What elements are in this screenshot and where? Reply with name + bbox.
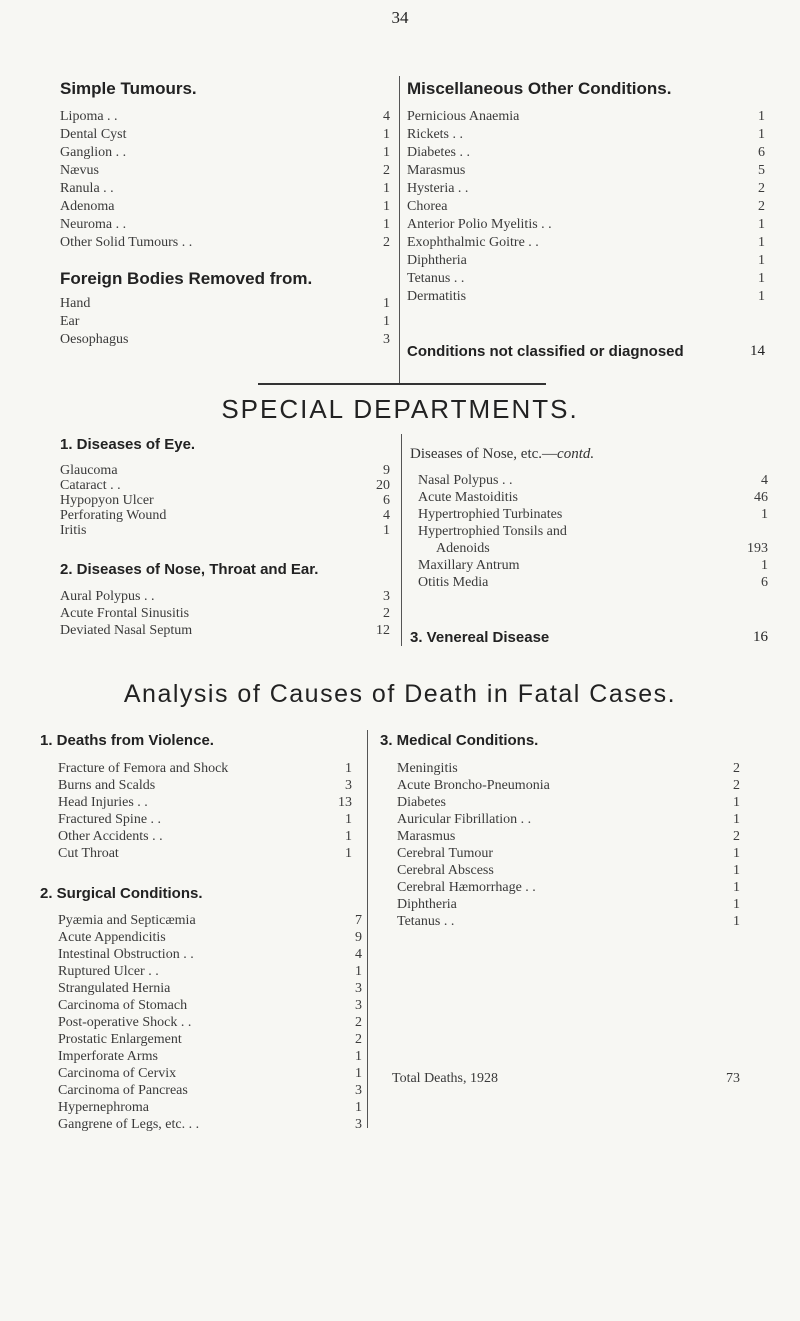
row-label: Intestinal Obstruction . . (58, 947, 194, 962)
row-value: 7 (355, 913, 362, 928)
row-label: Adenoma (60, 199, 115, 214)
list-item (60, 622, 390, 639)
venereal-row (410, 629, 768, 646)
list-item (60, 478, 390, 493)
list-item (418, 506, 768, 523)
row-label: Acute Mastoiditis (418, 490, 518, 505)
column-divider (401, 434, 402, 646)
row-label: Pyæmia and Septicæmia (58, 913, 196, 928)
list-item (407, 216, 765, 234)
row-label: Acute Appendicitis (58, 930, 166, 945)
list-item (58, 777, 352, 794)
list-item (60, 588, 390, 605)
row-value: 1 (758, 235, 765, 250)
row-label: Marasmus (397, 829, 456, 844)
column-divider (399, 76, 400, 384)
row-value: 4 (383, 508, 390, 523)
unclassified-value: 14 (750, 343, 765, 359)
row-label: Adenoids (436, 541, 490, 556)
list-item (397, 794, 740, 811)
row-label: Dental Cyst (60, 127, 127, 142)
list-item (418, 574, 768, 591)
list-item (418, 489, 768, 506)
row-value: 1 (758, 271, 765, 286)
medical-heading: 3. Medical Conditions. (380, 732, 539, 749)
row-value: 1 (355, 1066, 362, 1081)
row-label: Carcinoma of Stomach (58, 998, 188, 1013)
row-label: Diphtheria (397, 897, 457, 912)
row-label: Maxillary Antrum (418, 558, 520, 573)
row-value: 1 (733, 863, 740, 878)
misc-conditions-list (407, 108, 765, 306)
page-number: 34 (391, 8, 409, 27)
list-item (397, 913, 740, 930)
row-value: 1 (733, 812, 740, 827)
list-item (407, 108, 765, 126)
column-divider (367, 730, 368, 1128)
row-label: Head Injuries . . (58, 795, 148, 810)
row-label: Otitis Media (418, 575, 489, 590)
row-value: 1 (758, 127, 765, 142)
row-value: 46 (754, 490, 768, 505)
misc-conditions-heading: Miscellaneous Other Conditions. (407, 79, 672, 98)
row-value: 1 (758, 253, 765, 268)
row-value: 2 (383, 606, 390, 621)
row-label: Hypernephroma (58, 1100, 149, 1115)
row-label: Exophthalmic Goitre . . (407, 235, 539, 250)
list-item (60, 605, 390, 622)
row-value: 6 (761, 575, 768, 590)
list-item (60, 331, 390, 349)
row-label: Iritis (60, 523, 87, 538)
list-item (60, 108, 390, 126)
row-value: 1 (355, 1100, 362, 1115)
row-label: Acute Frontal Sinusitis (60, 606, 190, 621)
list-item (407, 198, 765, 216)
list-item (397, 879, 740, 896)
row-label: Nasal Polypus . . (418, 473, 513, 488)
row-label: Cataract . . (60, 478, 121, 493)
row-label: Neuroma . . (60, 217, 127, 232)
row-label: Fracture of Femora and Shock (58, 761, 229, 776)
row-label: Ganglion . . (60, 145, 127, 160)
row-label: Imperforate Arms (58, 1049, 158, 1064)
row-label: Carcinoma of Cervix (58, 1066, 177, 1081)
unclassified-row (407, 343, 765, 360)
list-item (60, 313, 390, 331)
list-item (60, 126, 390, 144)
row-value: 1 (383, 217, 390, 232)
list-item (60, 144, 390, 162)
eye-diseases-list (60, 463, 390, 538)
row-value: 1 (355, 964, 362, 979)
row-value: 1 (345, 829, 352, 844)
list-item (58, 929, 362, 946)
row-value: 2 (733, 778, 740, 793)
list-item (397, 828, 740, 845)
row-value: 3 (355, 1117, 362, 1132)
row-value: 1 (733, 846, 740, 861)
row-label: Prostatic Enlargement (58, 1032, 182, 1047)
list-item (58, 912, 362, 929)
list-item (58, 1014, 362, 1031)
section-rule (258, 383, 546, 385)
row-value: 3 (383, 332, 390, 347)
list-item (397, 760, 740, 777)
list-item (60, 523, 390, 538)
row-label: Meningitis (397, 761, 458, 776)
row-label: Post-operative Shock . . (58, 1015, 192, 1030)
row-label: Gangrene of Legs, etc. . . (58, 1117, 200, 1132)
row-label: Aural Polypus . . (60, 589, 155, 604)
row-value: 2 (758, 199, 765, 214)
row-label: Diabetes . . (407, 145, 470, 160)
row-value: 4 (355, 947, 362, 962)
list-item (58, 1082, 362, 1099)
list-item (407, 144, 765, 162)
list-item (397, 845, 740, 862)
row-value: 13 (338, 795, 352, 810)
venereal-value: 16 (753, 629, 768, 645)
row-label: Cut Throat (58, 846, 119, 861)
row-value: 3 (355, 1083, 362, 1098)
row-value: 9 (355, 930, 362, 945)
row-value: 2 (733, 829, 740, 844)
list-item (418, 540, 768, 557)
nose-contd-suffix: contd. (557, 446, 595, 462)
row-value: 1 (383, 145, 390, 160)
row-label: Pernicious Anaemia (407, 109, 520, 124)
list-item (418, 523, 768, 540)
list-item (397, 777, 740, 794)
list-item (407, 162, 765, 180)
list-item (60, 198, 390, 216)
row-label: Lipoma . . (60, 109, 118, 124)
row-value: 4 (761, 473, 768, 488)
medical-list (397, 760, 740, 930)
row-value: 1 (383, 181, 390, 196)
death-analysis-title: Analysis of Causes of Death in Fatal Cases. (123, 680, 677, 708)
list-item (58, 760, 352, 777)
unclassified-label: Conditions not classified or diagnosed (407, 343, 684, 360)
total-deaths-row (392, 1070, 740, 1088)
row-value: 1 (345, 761, 352, 776)
row-label: Dermatitis (407, 289, 467, 304)
list-item (58, 1099, 362, 1116)
row-label: Cerebral Tumour (397, 846, 494, 861)
row-label: Glaucoma (60, 463, 118, 478)
list-item (58, 1116, 362, 1133)
row-label: Ranula . . (60, 181, 114, 196)
list-item (58, 1031, 362, 1048)
row-label: Hypertrophied Turbinates (418, 507, 563, 522)
row-value: 1 (761, 507, 768, 522)
row-value: 1 (383, 523, 390, 538)
foreign-bodies-list (60, 295, 390, 349)
row-label: Auricular Fibrillation . . (397, 812, 532, 827)
row-value: 3 (345, 778, 352, 793)
list-item (392, 1070, 740, 1088)
list-item (58, 963, 362, 980)
row-label: Burns and Scalds (58, 778, 156, 793)
row-value: 1 (733, 914, 740, 929)
eye-diseases-heading: 1. Diseases of Eye. (60, 436, 196, 453)
row-label: Tetanus . . (407, 271, 465, 286)
list-item (407, 234, 765, 252)
venereal-label: 3. Venereal Disease (410, 629, 550, 646)
list-item (60, 493, 390, 508)
row-label: Hypertrophied Tonsils and (418, 524, 567, 539)
list-item (60, 508, 390, 523)
row-label: Acute Broncho-Pneumonia (397, 778, 550, 793)
list-item (58, 980, 362, 997)
row-value: 1 (733, 795, 740, 810)
total-deaths-value: 73 (726, 1071, 740, 1086)
nose-contd-heading-text: Diseases of Nose, etc.— (410, 446, 558, 462)
row-label: Anterior Polio Myelitis . . (407, 217, 552, 232)
nose-contd-list (418, 472, 768, 591)
row-label: Deviated Nasal Septum (60, 623, 193, 638)
simple-tumours-list (60, 108, 390, 252)
list-item (58, 1065, 362, 1082)
list-item (60, 463, 390, 478)
special-departments-title: SPECIAL DEPARTMENTS. (221, 394, 579, 424)
row-value: 2 (733, 761, 740, 776)
row-value: 2 (383, 235, 390, 250)
row-label: Hysteria . . (407, 181, 469, 196)
row-label: Oesophagus (60, 332, 129, 347)
row-label: Diabetes (397, 795, 446, 810)
row-label: Perforating Wound (60, 508, 167, 523)
list-item (58, 1048, 362, 1065)
row-value: 193 (747, 541, 768, 556)
row-label: Cerebral Abscess (397, 863, 494, 878)
row-value: 1 (383, 314, 390, 329)
list-item (60, 162, 390, 180)
row-label: Cerebral Hæmorrhage . . (397, 880, 536, 895)
row-value: 2 (355, 1015, 362, 1030)
row-value: 1 (383, 296, 390, 311)
row-value: 2 (355, 1032, 362, 1047)
list-item (407, 126, 765, 144)
row-label: Ruptured Ulcer . . (58, 964, 159, 979)
row-label: Marasmus (407, 163, 466, 178)
row-label: Nævus (60, 163, 99, 178)
list-item (58, 997, 362, 1014)
row-value: 3 (355, 981, 362, 996)
list-item (418, 557, 768, 574)
row-value: 1 (758, 217, 765, 232)
list-item (418, 472, 768, 489)
row-value: 9 (383, 463, 390, 478)
surgical-list (58, 912, 362, 1133)
list-item (407, 252, 765, 270)
row-label: Carcinoma of Pancreas (58, 1083, 188, 1098)
surgical-heading: 2. Surgical Conditions. (40, 885, 203, 902)
list-item (397, 896, 740, 913)
row-value: 1 (761, 558, 768, 573)
row-label: Rickets . . (407, 127, 463, 142)
row-value: 1 (758, 109, 765, 124)
list-item (397, 811, 740, 828)
row-label: Hand (60, 296, 91, 311)
list-item (58, 845, 352, 862)
row-value: 1 (345, 846, 352, 861)
nose-throat-ear-heading: 2. Diseases of Nose, Throat and Ear. (60, 561, 319, 578)
row-value: 3 (383, 589, 390, 604)
list-item (60, 295, 390, 313)
violence-heading: 1. Deaths from Violence. (40, 732, 214, 749)
nose-throat-ear-list (60, 588, 390, 639)
list-item (58, 828, 352, 845)
row-label: Tetanus . . (397, 914, 455, 929)
list-item (60, 216, 390, 234)
list-item (407, 288, 765, 306)
list-item (60, 234, 390, 252)
row-value: 12 (376, 623, 390, 638)
row-label: Ear (60, 314, 80, 329)
row-value: 1 (758, 289, 765, 304)
list-item (58, 811, 352, 828)
row-label: Chorea (407, 199, 448, 214)
row-value: 1 (733, 880, 740, 895)
row-value: 3 (355, 998, 362, 1013)
row-value: 2 (383, 163, 390, 178)
list-item (407, 270, 765, 288)
row-label: Hypopyon Ulcer (60, 493, 154, 508)
foreign-bodies-heading: Foreign Bodies Removed from. (60, 269, 313, 288)
row-value: 1 (383, 199, 390, 214)
row-value: 6 (758, 145, 765, 160)
list-item (60, 180, 390, 198)
list-item (58, 946, 362, 963)
row-label: Diphtheria (407, 253, 467, 268)
nose-contd-heading (410, 446, 594, 463)
row-value: 2 (758, 181, 765, 196)
row-value: 1 (345, 812, 352, 827)
row-label: Fractured Spine . . (58, 812, 162, 827)
list-item (407, 180, 765, 198)
row-label: Other Accidents . . (58, 829, 163, 844)
row-label: Other Solid Tumours . . (60, 235, 193, 250)
row-value: 1 (383, 127, 390, 142)
total-deaths-label: Total Deaths, 1928 (392, 1071, 498, 1086)
simple-tumours-heading: Simple Tumours. (60, 79, 197, 98)
row-value: 6 (383, 493, 390, 508)
row-value: 4 (383, 109, 390, 124)
list-item (397, 862, 740, 879)
row-value: 1 (355, 1049, 362, 1064)
row-value: 20 (376, 478, 390, 493)
violence-list (58, 760, 352, 862)
row-label: Strangulated Hernia (58, 981, 171, 996)
list-item (58, 794, 352, 811)
row-value: 1 (733, 897, 740, 912)
row-value: 5 (758, 163, 765, 178)
